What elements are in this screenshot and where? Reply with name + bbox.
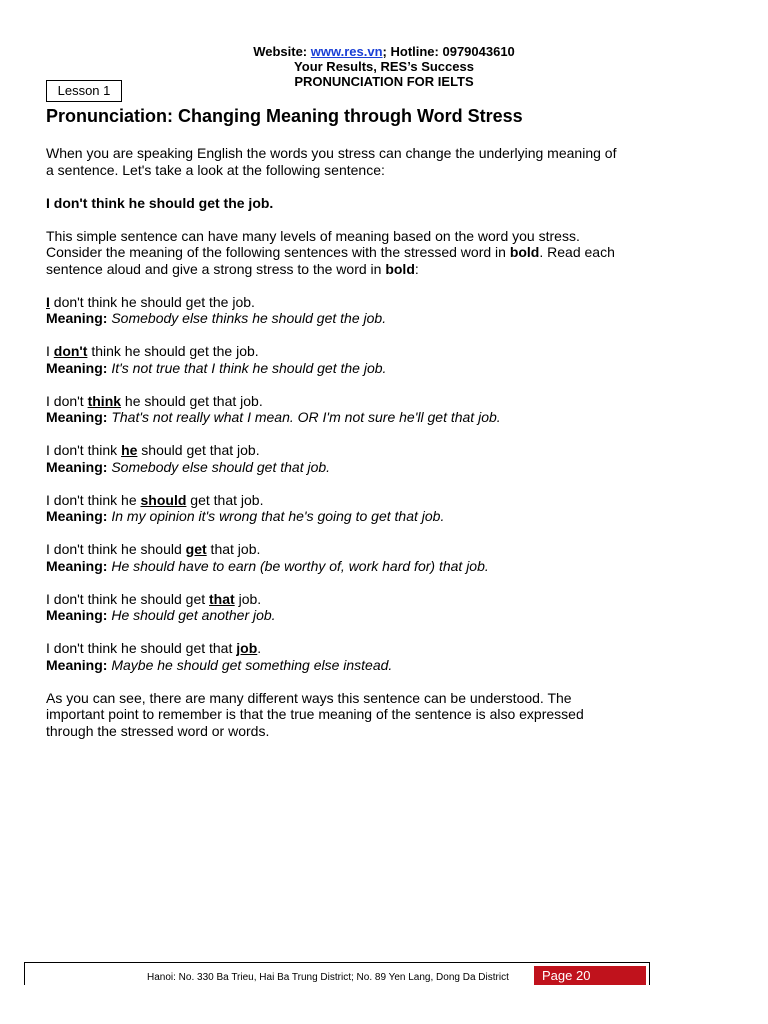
lesson-body bbox=[46, 145, 706, 739]
example-6 bbox=[46, 541, 706, 574]
conclusion-line-2: important point to remember is that the true meaning of the sentence is also expressed bbox=[46, 706, 584, 722]
example-pre: I don't bbox=[46, 392, 88, 409]
page-number-badge: Page 20 bbox=[534, 966, 646, 985]
meaning-label: Meaning: bbox=[46, 508, 108, 524]
example-post: get that job. bbox=[186, 491, 264, 508]
stressed-word: should bbox=[140, 491, 187, 508]
example-post: think he should get the job. bbox=[87, 343, 259, 359]
course-title: PRONUNCIATION FOR IELTS bbox=[294, 74, 474, 89]
example-post: he should get that job. bbox=[121, 392, 263, 409]
example-post: don't think he should get the job. bbox=[49, 293, 255, 310]
meaning-label: Meaning: bbox=[46, 458, 108, 475]
conclusion-line-1: As you can see, there are many different ways this sentence can be understood. The bbox=[46, 689, 572, 706]
example-7 bbox=[46, 591, 706, 624]
explanation-line-1: This simple sentence can have many levels of meaning based on the word you stress. bbox=[46, 227, 580, 244]
stressed-word: get bbox=[185, 541, 207, 557]
explanation-line-3a: sentence aloud and give a strong stress to the word in bbox=[46, 260, 386, 277]
example-post: job. bbox=[234, 590, 262, 607]
example-pre: I don't think he bbox=[46, 491, 141, 508]
conclusion-line-3: through the stressed word or words. bbox=[46, 722, 270, 739]
example-pre: I bbox=[46, 343, 54, 359]
footer-address: Hanoi: No. 330 Ba Trieu, Hai Ba Trung District; No. 89 Yen Lang, Dong Da District bbox=[147, 972, 509, 983]
explanation-paragraph bbox=[46, 228, 706, 278]
meaning-text: That's not really what I mean. OR I'm not sure he'll get that job. bbox=[111, 409, 501, 425]
example-post: that job. bbox=[206, 541, 261, 557]
meaning-label: Meaning: bbox=[46, 409, 108, 425]
meaning-label: Meaning: bbox=[46, 656, 108, 673]
meaning-text: Maybe he should get something else instead. bbox=[111, 656, 393, 673]
example-3 bbox=[46, 393, 706, 426]
example-5 bbox=[46, 492, 706, 525]
page-footer bbox=[24, 962, 650, 985]
meaning-label: Meaning: bbox=[46, 607, 108, 623]
meaning-text: He should have to earn (be worthy of, work hard for) that job. bbox=[111, 557, 489, 574]
intro-line-2: a sentence. Let's take a look at the following sentence: bbox=[46, 161, 385, 178]
example-pre: I don't think bbox=[46, 442, 122, 458]
meaning-text: He should get another job. bbox=[111, 607, 276, 623]
example-4 bbox=[46, 442, 706, 475]
meaning-text: Somebody else should get that job. bbox=[111, 458, 331, 475]
lesson-badge: Lesson 1 bbox=[46, 80, 122, 102]
explanation-bold-1: bold bbox=[509, 244, 540, 260]
intro-paragraph bbox=[46, 145, 706, 178]
explanation-bold-2: bold bbox=[385, 260, 415, 277]
example-pre: I don't think he should get that bbox=[46, 640, 237, 656]
stressed-word: don't bbox=[53, 343, 88, 359]
website-link[interactable]: www.res.vn bbox=[310, 44, 383, 59]
explanation-line-3c: : bbox=[414, 260, 419, 277]
tagline: Your Results, RES’s Success bbox=[294, 59, 474, 74]
website-label: Website: bbox=[253, 44, 311, 59]
example-post: . bbox=[257, 640, 262, 656]
stressed-word: he bbox=[121, 442, 138, 458]
example-pre: I don't think he should bbox=[46, 541, 186, 557]
example-1 bbox=[46, 294, 706, 327]
meaning-label: Meaning: bbox=[46, 310, 108, 326]
meaning-text: In my opinion it's wrong that he's going to get that job. bbox=[111, 508, 445, 524]
hotline-text: ; Hotline: 0979043610 bbox=[382, 44, 515, 59]
meaning-text: Somebody else thinks he should get the job. bbox=[111, 310, 387, 326]
page-title: Pronunciation: Changing Meaning through Word Stress bbox=[46, 106, 523, 126]
example-pre: I don't think he should get bbox=[46, 590, 210, 607]
conclusion-paragraph bbox=[46, 690, 706, 740]
contact-line bbox=[0, 44, 768, 59]
meaning-label: Meaning: bbox=[46, 557, 108, 574]
stressed-word: that bbox=[209, 590, 235, 607]
example-2 bbox=[46, 343, 706, 376]
stressed-word: I bbox=[46, 293, 50, 310]
example-8 bbox=[46, 640, 706, 673]
meaning-text: It's not true that I think he should get the job. bbox=[111, 359, 387, 376]
stressed-word: think bbox=[87, 392, 122, 409]
example-post: should get that job. bbox=[137, 442, 260, 458]
intro-line-1: When you are speaking English the words you stress can change the underlying meaning of bbox=[46, 145, 617, 161]
stressed-word: job bbox=[236, 640, 258, 656]
meaning-label: Meaning: bbox=[46, 359, 108, 376]
base-sentence: I don't think he should get the job. bbox=[46, 194, 274, 211]
explanation-line-2c: . Read each bbox=[539, 244, 615, 260]
explanation-line-2a: Consider the meaning of the following sentences with the stressed word in bbox=[46, 244, 510, 260]
